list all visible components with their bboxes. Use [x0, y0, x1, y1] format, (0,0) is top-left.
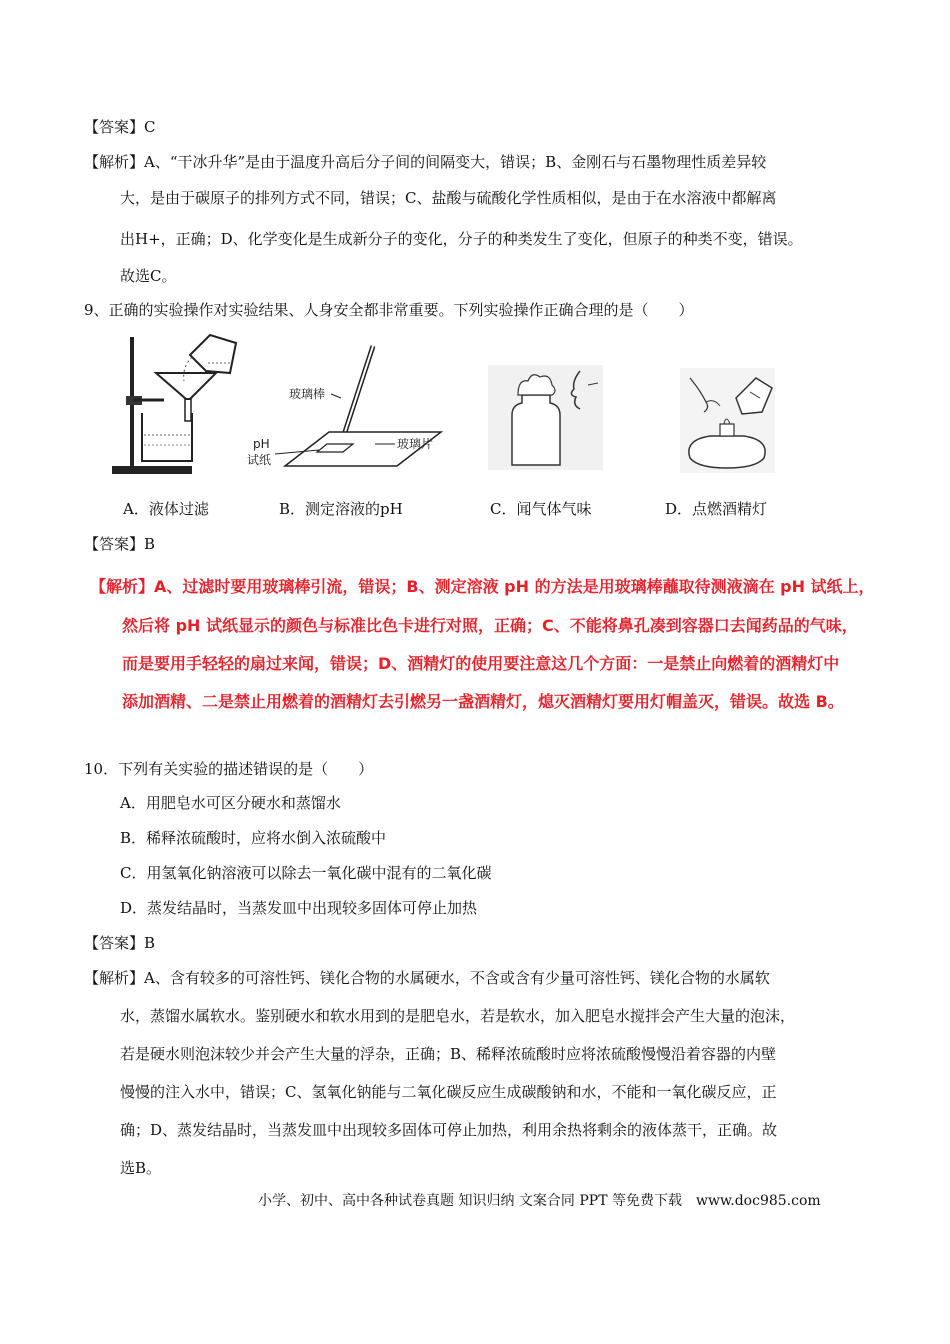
q10-analysis-line-5: 确；D、蒸发结晶时，当蒸发皿中出现较多固体可停止加热，利用余热将剩余的液体蒸干，正确。故 [120, 1121, 778, 1139]
ph-label: pH [253, 437, 270, 451]
q9-analysis-line-2: 然后将 pH 试纸显示的颜色与标准比色卡进行对照，正确；C、不能将鼻孔凑到容器口去闻药品的气味， [122, 616, 858, 635]
alcohol-lamp-figure [680, 368, 775, 473]
q10-analysis-line-4: 慢慢的注入水中，错误；C、氢氧化钠能与二氧化碳反应生成碳酸钠和水，不能和一氧化碳反应，正 [120, 1083, 777, 1101]
q9-stem: 9、正确的实验操作对实验结果、人身安全都非常重要。下列实验操作正确合理的是（ ） [84, 301, 694, 319]
q10-analysis-line-3: 若是硬水则泡沫较少并会产生大量的浮杂，正确；B、稀释浓硫酸时应将浓硫酸慢慢沿着容器的内壁 [120, 1045, 777, 1063]
q8-analysis-line-4: 故选C。 [120, 267, 177, 285]
q8-analysis-line-3: 出H+，正确；D、化学变化是生成新分子的变化，分子的种类发生了变化，但原子的种类不变，错误。 [120, 230, 803, 248]
q9-analysis-line-1: 【解析】A、过滤时要用玻璃棒引流，错误；B、测定溶液 pH 的方法是用玻璃棒蘸取待测液滴在 pH 试纸上， [90, 577, 875, 596]
smell-gas-figure [488, 365, 603, 470]
glass-plate-label: 玻璃片 [397, 437, 434, 451]
q9-analysis-line-3: 而是要用手轻轻的扇过来闻，错误；D、酒精灯的使用要注意这几个方面：一是禁止向燃着的酒精灯中 [122, 654, 840, 673]
filtration-figure [112, 333, 242, 478]
test-paper-label: 试纸 [247, 453, 272, 467]
q10-option-c: C．用氢氧化钠溶液可以除去一氧化碳中混有的二氧化碳 [120, 864, 492, 882]
q10-option-d: D．蒸发结晶时，当蒸发皿中出现较多固体可停止加热 [120, 899, 478, 917]
q9-analysis-line-4: 添加酒精、二是禁止用燃着的酒精灯去引燃另一盏酒精灯，熄灭酒精灯要用灯帽盖灭，错误。故选 B。 [122, 692, 844, 711]
q8-analysis-line-2: 大，是由于碳原子的排列方式不同，错误；C、盐酸与硫酸化学性质相似，是由于在水溶液中都解离 [120, 189, 777, 207]
q8-answer: 【答案】C [84, 118, 156, 136]
page-footer: 小学、初中、高中各种试卷真题 知识归纳 文案合同 PPT 等免费下载 www.doc985.com [258, 1193, 821, 1209]
option-c-caption: C．闻气体气味 [490, 500, 592, 518]
option-a-caption: A．液体过滤 [123, 500, 209, 518]
q8-analysis-line-1: 【解析】A、“干冰升华”是由于温度升高后分子间的间隔变大，错误；B、金刚石与石墨物理性质差异较 [84, 153, 767, 171]
q9-answer: 【答案】B [84, 535, 156, 553]
q10-analysis-line-2: 水，蒸馏水属软水。鉴别硬水和软水用到的是肥皂水，若是软水，加入肥皂水搅拌会产生大量的泡沫， [120, 1007, 796, 1025]
q10-analysis-line-6: 选B。 [120, 1159, 162, 1177]
q10-answer: 【答案】B [84, 934, 156, 952]
q10-analysis-line-1: 【解析】A、含有较多的可溶性钙、镁化合物的水属硬水，不含或含有少量可溶性钙、镁化合物的水属软 [84, 969, 770, 987]
glass-rod-label: 玻璃棒 [289, 387, 326, 401]
q10-option-b: B．稀释浓硫酸时，应将水倒入浓硫酸中 [120, 829, 387, 847]
q10-stem: 10．下列有关实验的描述错误的是（ ） [84, 760, 374, 778]
option-b-caption: B．测定溶液的pH [279, 500, 403, 518]
option-d-caption: D．点燃酒精灯 [665, 500, 768, 518]
ph-test-figure [245, 336, 445, 481]
q10-option-a: A．用肥皂水可区分硬水和蒸馏水 [120, 794, 341, 812]
